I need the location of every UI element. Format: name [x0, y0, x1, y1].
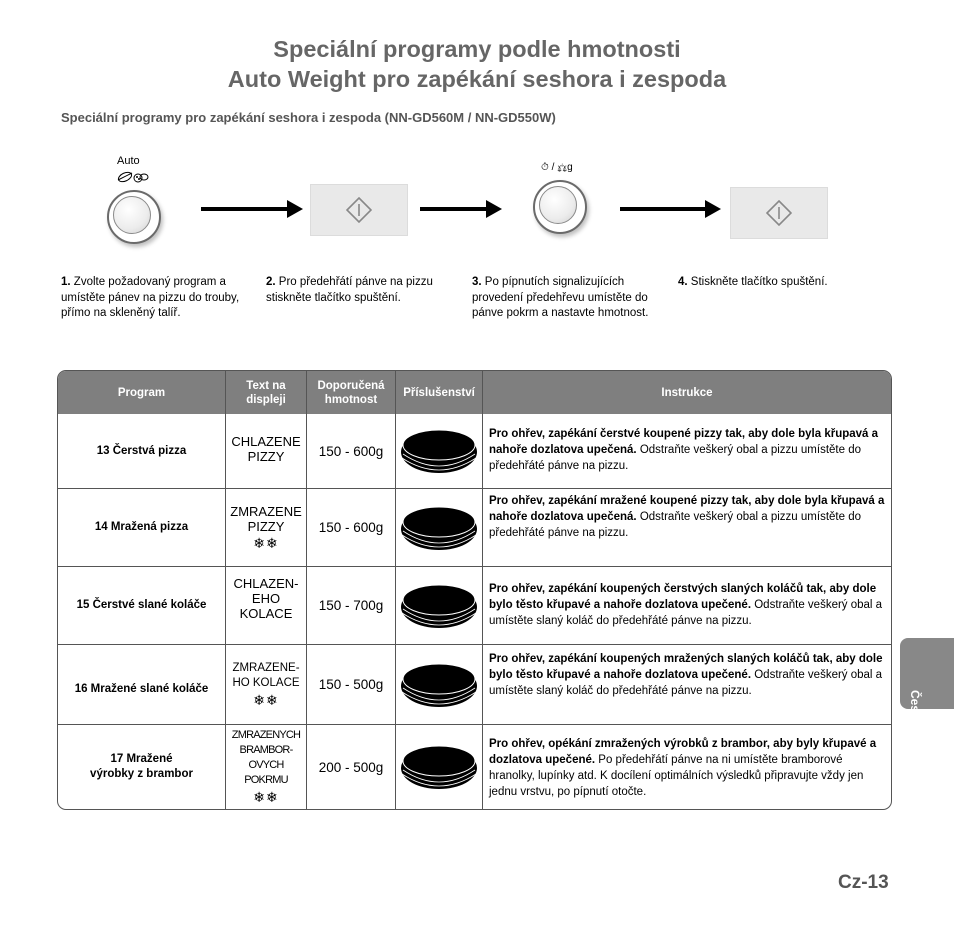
header-accessory: Příslušenství	[403, 386, 475, 399]
weight-cell: 150 - 700g	[318, 598, 384, 613]
instructions-cell	[489, 736, 887, 800]
weight-cell: 150 - 500g	[318, 677, 384, 692]
display-cell	[226, 495, 306, 561]
pizza-pan-icon	[399, 424, 479, 478]
accessory-cell	[396, 414, 482, 488]
accessory-cell	[396, 725, 482, 809]
program-cell: 14 Mražená pizza	[94, 521, 189, 533]
page-title-line-1: Speciální programy podle hmotnosti	[273, 36, 681, 62]
instructions-cell	[489, 581, 889, 629]
instructions-bold: Pro ohřev, opékání zmražených výrobků z brambor, aby byly křupavé a dozlatova upečené.	[489, 738, 877, 766]
header-program: Program	[117, 386, 166, 399]
instructions-text: Po předehřátí pánve na ni umístěte bramborové hranolky, lupínky atd. K docílení optimálních výsledků připravujte vždy jen jednu vrstvu, po pípnutí otočte.	[489, 754, 864, 798]
start-icon	[766, 200, 792, 226]
step-text: Stiskněte tlačítko spuštění.	[690, 276, 828, 288]
header-display: Text na displeji	[246, 379, 286, 406]
weight-cell: 200 - 500g	[318, 759, 384, 775]
step-text: Pro předehřátí pánve na pizzu stiskněte tlačítko spuštění.	[266, 276, 433, 304]
step-1	[61, 275, 256, 322]
pizza-pan-icon	[399, 658, 479, 712]
program-cell: 17 Mražené výrobky z brambor	[90, 753, 193, 780]
arrow-2	[420, 207, 488, 211]
header-weight: Doporučená hmotnost	[317, 379, 385, 406]
step-text: Zvolte požadovaný program a umístěte pánev na pizzu do trouby, přímo na skleněný talíř.	[61, 276, 240, 319]
instructions-cell	[489, 493, 887, 541]
pizza-pan-icon	[399, 579, 479, 633]
auto-label: Auto	[117, 155, 140, 167]
frozen-icon: ❄❄	[253, 535, 279, 551]
language-tab-label: Česky	[908, 690, 922, 726]
display-text: ZMRAZENYCH BRAMBOR-OVYCH POKRMU	[231, 729, 301, 786]
step-4	[678, 275, 878, 291]
arrow-1	[201, 207, 289, 211]
frozen-icon: ❄❄	[253, 692, 279, 708]
program-table	[57, 370, 892, 810]
start-button-1	[310, 184, 408, 236]
instructions-bold: Pro ohřev, zapékání mražené koupené pizzy tak, aby dole byla křupavá a nahoře dozlatova upečená.	[489, 495, 885, 523]
program-cell: 16 Mražené slané koláče	[74, 683, 209, 695]
accessory-cell	[396, 489, 482, 566]
pizza-pan-icon	[399, 501, 479, 555]
instructions-cell	[489, 426, 887, 474]
display-cell	[226, 727, 306, 807]
instructions-text: Odstraňte veškerý obal a pizzu umístěte do předehřáté pánve na pizzu.	[489, 511, 861, 539]
step-number: 1.	[61, 276, 71, 288]
display-cell	[226, 653, 306, 717]
arrow-3	[620, 207, 707, 211]
instructions-bold: Pro ohřev, zapékání koupených mražených slaných koláčů tak, aby dole bylo těsto křupavé a nahoře dozlatova upečené.	[489, 653, 883, 681]
auto-program-dial	[107, 190, 161, 244]
start-button-2	[730, 187, 828, 239]
program-cell: 13 Čerstvá pizza	[96, 444, 187, 457]
weight-cell: 150 - 600g	[318, 443, 384, 459]
food-icon	[116, 168, 150, 184]
language-tab	[900, 638, 954, 726]
step-number: 4.	[678, 276, 688, 288]
instructions-text: Odstraňte veškerý obal a pizzu umístěte do předehřáté pánve na pizzu.	[489, 444, 861, 472]
page-number: Cz-13	[838, 872, 889, 893]
pizza-pan-icon	[399, 740, 479, 794]
section-subtitle: Speciální programy pro zapékání seshora i zespoda (NN-GD560M / NN-GD550W)	[61, 110, 556, 125]
program-cell: 15 Čerstvé slané koláče	[76, 599, 207, 611]
instructions-bold: Pro ohřev, zapékání čerstvé koupené pizzy tak, aby dole byla křupavá a nahoře dozlatova upečená.	[489, 428, 879, 456]
display-text: CHLAZEN-EHO KOLACE	[233, 575, 299, 621]
step-3	[472, 275, 652, 322]
step-2	[266, 275, 456, 306]
timer-weight-label: ⏱ / ⚖g	[541, 162, 573, 173]
display-text: ZMRAZENE PIZZY	[230, 504, 302, 534]
instructions-text: Odstraňte veškerý obal a umístěte slaný koláč do předehřáté pánve na pizzu.	[489, 599, 883, 627]
display-cell	[226, 575, 306, 621]
step-number: 3.	[472, 276, 482, 288]
step-number: 2.	[266, 276, 276, 288]
timer-weight-dial	[533, 180, 587, 234]
table-header	[58, 371, 891, 414]
accessory-cell	[396, 567, 482, 644]
instructions-bold: Pro ohřev, zapékání koupených čerstvých slaných koláčů tak, aby dole bylo těsto křupavé a nahoře dozlatova upečené.	[489, 583, 877, 611]
display-text: ZMRAZENE-HO KOLACE	[232, 662, 300, 689]
display-cell	[226, 429, 306, 469]
display-text: CHLAZENE PIZZY	[231, 434, 301, 464]
frozen-icon: ❄❄	[253, 789, 279, 805]
instructions-cell	[489, 651, 889, 699]
step-text: Po pípnutích signalizujících provedení předehřevu umístěte do pánve pokrm a nastavte hmotnost.	[472, 276, 649, 319]
header-instructions: Instrukce	[661, 386, 713, 399]
start-icon	[346, 197, 372, 223]
weight-cell: 150 - 600g	[318, 520, 384, 535]
accessory-cell	[396, 645, 482, 724]
page-title-line-2: Auto Weight pro zapékání seshora i zespoda	[227, 66, 727, 92]
instructions-text: Odstraňte veškerý obal a umístěte slaný koláč do předehřáté pánve na pizzu.	[489, 669, 883, 697]
column-divider	[482, 371, 483, 809]
